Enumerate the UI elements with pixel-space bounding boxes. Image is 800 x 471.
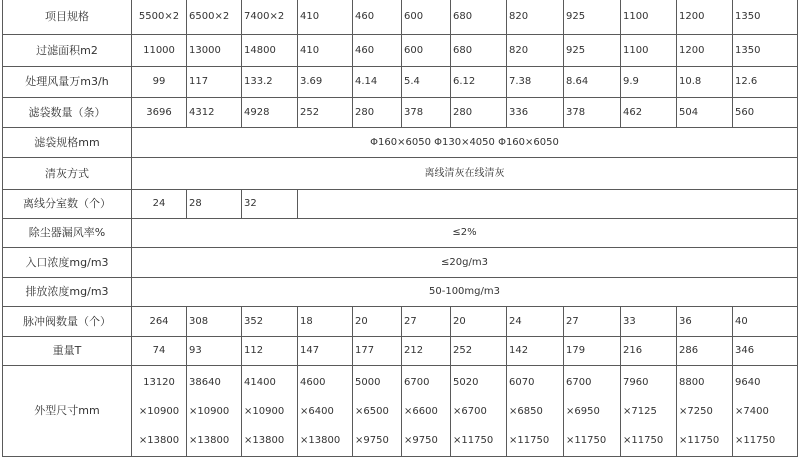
value-cell: 142 bbox=[507, 337, 564, 366]
table-row bbox=[3, 219, 798, 248]
dimension-part: ×7250 bbox=[679, 405, 713, 417]
value-cell: 460 bbox=[353, 35, 402, 67]
dimension-part: ×9750 bbox=[404, 434, 438, 446]
value-cell: 40 bbox=[733, 307, 798, 337]
value-cell: 1100 bbox=[621, 35, 677, 67]
value-cell: 378 bbox=[402, 98, 451, 128]
dimension-cell bbox=[507, 366, 564, 457]
dimension-cell bbox=[242, 366, 298, 457]
value-cell: 117 bbox=[187, 67, 242, 98]
value-cell: 12.6 bbox=[733, 67, 798, 98]
value-cell: 14800 bbox=[242, 35, 298, 67]
value-cell: 4.14 bbox=[353, 67, 402, 98]
dust-collector-spec-table bbox=[2, 0, 798, 457]
table-row bbox=[3, 307, 798, 337]
value-cell: 133.2 bbox=[242, 67, 298, 98]
dimension-part: 5020 bbox=[453, 376, 479, 388]
dimension-part: ×10900 bbox=[244, 405, 285, 417]
value-cell: 177 bbox=[353, 337, 402, 366]
dimension-part: ×7125 bbox=[623, 405, 657, 417]
table-row bbox=[3, 98, 798, 128]
value-cell: 36 bbox=[677, 307, 733, 337]
value-cell: 308 bbox=[187, 307, 242, 337]
dimension-cell bbox=[353, 366, 402, 457]
table-row bbox=[3, 278, 798, 307]
value-cell: 600 bbox=[402, 35, 451, 67]
row-label: 重量T bbox=[3, 337, 132, 366]
row-label: 脉冲阀数量（个） bbox=[3, 307, 132, 337]
merged-value-cell: ≤20g/m3 bbox=[132, 248, 798, 278]
value-cell: 925 bbox=[564, 35, 621, 67]
row-label: 项目规格 bbox=[3, 0, 132, 35]
dimension-part: 6700 bbox=[404, 376, 430, 388]
value-cell: 4928 bbox=[242, 98, 298, 128]
dimension-cell bbox=[733, 366, 798, 457]
value-cell: 24 bbox=[507, 307, 564, 337]
dimension-part: ×11750 bbox=[623, 434, 664, 446]
value-cell: 10.8 bbox=[677, 67, 733, 98]
merged-value-cell: 离线清灰在线清灰 bbox=[132, 158, 798, 190]
dimension-cell bbox=[132, 366, 187, 457]
dimension-cell bbox=[402, 366, 451, 457]
row-label: 除尘器漏风率% bbox=[3, 219, 132, 248]
value-cell: 3696 bbox=[132, 98, 187, 128]
table-row bbox=[3, 337, 798, 366]
dimension-part: ×10900 bbox=[189, 405, 230, 417]
row-label: 处理风量万m3/h bbox=[3, 67, 132, 98]
table-row bbox=[3, 248, 798, 278]
table-row bbox=[3, 366, 798, 457]
dimension-part: 38640 bbox=[189, 376, 221, 388]
value-cell: 216 bbox=[621, 337, 677, 366]
value-cell: 4312 bbox=[187, 98, 242, 128]
value-cell: 18 bbox=[298, 307, 353, 337]
value-cell: 820 bbox=[507, 0, 564, 35]
value-cell: 74 bbox=[132, 337, 187, 366]
row-label: 离线分室数（个） bbox=[3, 190, 132, 219]
dimension-part: ×7400 bbox=[735, 405, 769, 417]
value-cell: 20 bbox=[353, 307, 402, 337]
value-cell: 212 bbox=[402, 337, 451, 366]
merged-value-cell: 50-100mg/m3 bbox=[132, 278, 798, 307]
value-cell: 346 bbox=[733, 337, 798, 366]
dimension-part: 7960 bbox=[623, 376, 649, 388]
dimension-part: 5000 bbox=[355, 376, 381, 388]
value-cell: 99 bbox=[132, 67, 187, 98]
value-cell: 504 bbox=[677, 98, 733, 128]
dimension-cell bbox=[298, 366, 353, 457]
value-cell: 264 bbox=[132, 307, 187, 337]
value-cell: 336 bbox=[507, 98, 564, 128]
table-row bbox=[3, 158, 798, 190]
value-cell: 410 bbox=[298, 35, 353, 67]
value-cell: 560 bbox=[733, 98, 798, 128]
dimension-part: 6070 bbox=[509, 376, 535, 388]
dimension-part: ×6600 bbox=[404, 405, 438, 417]
table-row bbox=[3, 128, 798, 158]
value-cell: 27 bbox=[402, 307, 451, 337]
value-cell: 280 bbox=[451, 98, 507, 128]
value-cell: 20 bbox=[451, 307, 507, 337]
table-row bbox=[3, 35, 798, 67]
dimension-part: ×13800 bbox=[300, 434, 341, 446]
value-cell: 11000 bbox=[132, 35, 187, 67]
dimension-part: 41400 bbox=[244, 376, 276, 388]
dimension-part: 9640 bbox=[735, 376, 761, 388]
value-cell: 3.69 bbox=[298, 67, 353, 98]
value-cell: 93 bbox=[187, 337, 242, 366]
value-cell: 6.12 bbox=[451, 67, 507, 98]
merged-value-cell: Φ160×6050 Φ130×4050 Φ160×6050 bbox=[132, 128, 798, 158]
value-cell: 1350 bbox=[733, 0, 798, 35]
value-cell: 378 bbox=[564, 98, 621, 128]
dimension-cell bbox=[677, 366, 733, 457]
dimension-part: ×11750 bbox=[679, 434, 720, 446]
value-cell: 147 bbox=[298, 337, 353, 366]
dimension-part: ×6400 bbox=[300, 405, 334, 417]
value-cell: 9.9 bbox=[621, 67, 677, 98]
dimension-part: ×6850 bbox=[509, 405, 543, 417]
row-label: 排放浓度mg/m3 bbox=[3, 278, 132, 307]
dimension-part: ×6500 bbox=[355, 405, 389, 417]
dimension-part: 8800 bbox=[679, 376, 705, 388]
dimension-part: ×11750 bbox=[453, 434, 494, 446]
value-cell: 33 bbox=[621, 307, 677, 337]
value-cell: 286 bbox=[677, 337, 733, 366]
dimension-part: ×11750 bbox=[735, 434, 776, 446]
value-cell: 280 bbox=[353, 98, 402, 128]
value-cell: 460 bbox=[353, 0, 402, 35]
value-cell: 13000 bbox=[187, 35, 242, 67]
dimension-part: ×13800 bbox=[244, 434, 285, 446]
dimension-part: ×10900 bbox=[138, 405, 180, 417]
value-cell: 1100 bbox=[621, 0, 677, 35]
value-cell: 5.4 bbox=[402, 67, 451, 98]
dimension-part: 13120 bbox=[143, 376, 175, 388]
row-label: 入口浓度mg/m3 bbox=[3, 248, 132, 278]
dimension-cell bbox=[564, 366, 621, 457]
table-row bbox=[3, 190, 798, 219]
value-cell: 1200 bbox=[677, 0, 733, 35]
dimension-cell bbox=[621, 366, 677, 457]
value-cell: 6500×2 bbox=[187, 0, 242, 35]
dimension-part: 4600 bbox=[300, 376, 326, 388]
value-cell: 925 bbox=[564, 0, 621, 35]
merged-value-cell: ≤2% bbox=[132, 219, 798, 248]
row-label: 滤袋数量（条） bbox=[3, 98, 132, 128]
value-cell: 1200 bbox=[677, 35, 733, 67]
table-row bbox=[3, 67, 798, 98]
dimension-part: ×13800 bbox=[189, 434, 230, 446]
dimension-part: ×13800 bbox=[138, 434, 180, 446]
value-cell: 7400×2 bbox=[242, 0, 298, 35]
value-cell: 179 bbox=[564, 337, 621, 366]
value-cell: 252 bbox=[451, 337, 507, 366]
dimension-part: ×11750 bbox=[509, 434, 550, 446]
value-cell: 600 bbox=[402, 0, 451, 35]
dimension-part: ×11750 bbox=[566, 434, 607, 446]
value-cell: 24 bbox=[132, 190, 187, 219]
table-row bbox=[3, 0, 798, 35]
value-cell: 820 bbox=[507, 35, 564, 67]
value-cell: 1350 bbox=[733, 35, 798, 67]
value-cell: 680 bbox=[451, 35, 507, 67]
value-cell: 32 bbox=[242, 190, 298, 219]
value-cell: 410 bbox=[298, 0, 353, 35]
empty-cell bbox=[298, 190, 798, 219]
row-label: 清灰方式 bbox=[3, 158, 132, 190]
row-label: 过滤面积m2 bbox=[3, 35, 132, 67]
dimension-cell bbox=[187, 366, 242, 457]
dimension-part: 6700 bbox=[566, 376, 592, 388]
value-cell: 5500×2 bbox=[132, 0, 187, 35]
value-cell: 252 bbox=[298, 98, 353, 128]
value-cell: 112 bbox=[242, 337, 298, 366]
dimension-part: ×6700 bbox=[453, 405, 487, 417]
dimension-part: ×6950 bbox=[566, 405, 600, 417]
dimension-cell bbox=[451, 366, 507, 457]
dimension-part: ×9750 bbox=[355, 434, 389, 446]
value-cell: 8.64 bbox=[564, 67, 621, 98]
value-cell: 28 bbox=[187, 190, 242, 219]
value-cell: 27 bbox=[564, 307, 621, 337]
row-label: 滤袋规格mm bbox=[3, 128, 132, 158]
value-cell: 352 bbox=[242, 307, 298, 337]
value-cell: 462 bbox=[621, 98, 677, 128]
value-cell: 680 bbox=[451, 0, 507, 35]
row-label: 外型尺寸mm bbox=[3, 366, 132, 457]
value-cell: 7.38 bbox=[507, 67, 564, 98]
